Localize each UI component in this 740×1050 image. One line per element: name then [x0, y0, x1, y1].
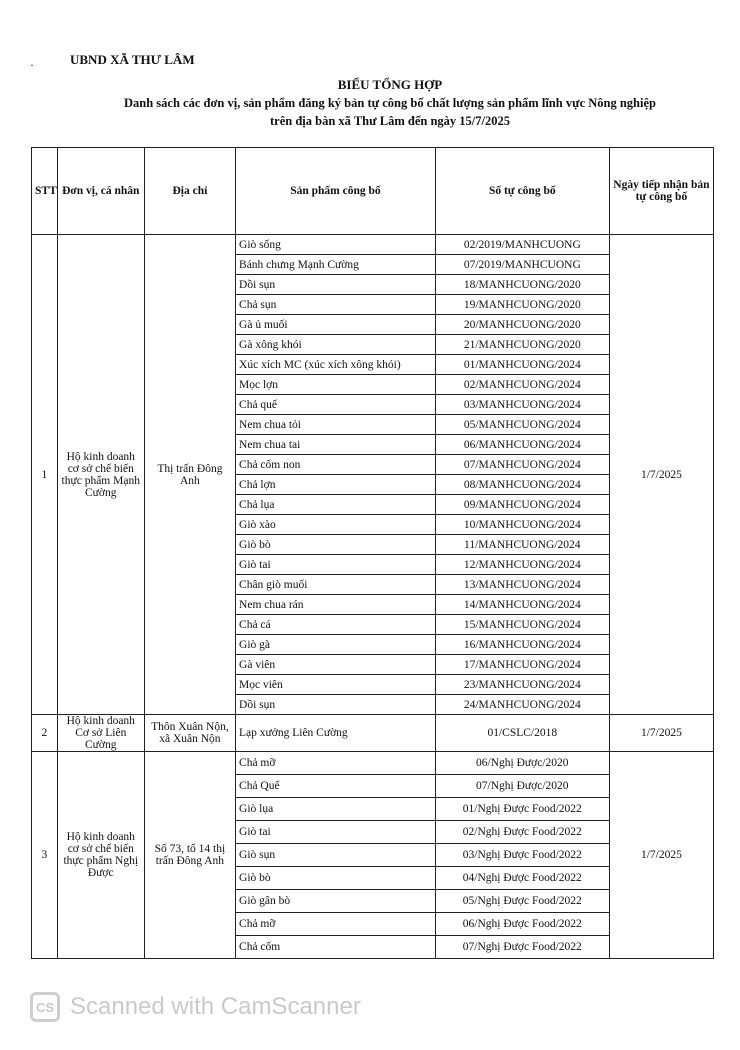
row-product: Giò gà [236, 635, 436, 655]
column-header-code: Số tự công bố [435, 148, 609, 235]
row-product: Chân giò muối [236, 575, 436, 595]
registration-table [31, 147, 714, 959]
column-header-unit: Đơn vị, cá nhân [57, 148, 144, 235]
row-code: 03/Nghị Được Food/2022 [435, 844, 609, 867]
row-product: Giò tai [236, 555, 436, 575]
row-product: Giò tai [236, 821, 436, 844]
row-code: 07/Nghị Được Food/2022 [435, 936, 609, 959]
row-stt: 2 [32, 715, 58, 752]
row-code: 17/MANHCUONG/2024 [435, 655, 609, 675]
row-product: Giò bò [236, 535, 436, 555]
row-product: Chả quế [236, 395, 436, 415]
row-code: 02/Nghị Được Food/2022 [435, 821, 609, 844]
row-code: 24/MANHCUONG/2024 [435, 695, 609, 715]
row-date: 1/7/2025 [609, 235, 713, 715]
row-code: 15/MANHCUONG/2024 [435, 615, 609, 635]
row-code: 14/MANHCUONG/2024 [435, 595, 609, 615]
row-code: 12/MANHCUONG/2024 [435, 555, 609, 575]
column-header-product: Sản phẩm công bố [236, 148, 436, 235]
row-product: Dồi sụn [236, 275, 436, 295]
row-code: 02/MANHCUONG/2024 [435, 375, 609, 395]
row-unit: Hộ kinh doanh cơ sở chế biến thực phẩm Nghị Được [57, 752, 144, 959]
scanner-watermark-text: Scanned with CamScanner [70, 993, 361, 1020]
row-code: 04/Nghị Được Food/2022 [435, 867, 609, 890]
row-product: Chả cốm [236, 936, 436, 959]
row-code: 07/Nghị Được/2020 [435, 775, 609, 798]
row-code: 16/MANHCUONG/2024 [435, 635, 609, 655]
row-code: 11/MANHCUONG/2024 [435, 535, 609, 555]
row-product: Chả Quế [236, 775, 436, 798]
row-product: Giò lụa [236, 798, 436, 821]
row-product: Mọc lợn [236, 375, 436, 395]
document-subtitle: Danh sách các đơn vị, sản phẩm đăng ký bản tự công bố chất lượng sản phẩm lĩnh vực Nông nghiệp [124, 96, 656, 110]
row-unit: Hộ kinh doanh cơ sở chế biến thực phẩm Mạnh Cường [57, 235, 144, 715]
row-date: 1/7/2025 [609, 752, 713, 959]
row-code: 23/MANHCUONG/2024 [435, 675, 609, 695]
row-address: Thị trấn Đông Anh [144, 235, 235, 715]
row-code: 20/MANHCUONG/2020 [435, 315, 609, 335]
row-code: 01/CSLC/2018 [435, 715, 609, 752]
row-product: Chả cốm non [236, 455, 436, 475]
row-product: Giò sống [236, 235, 436, 255]
organization-name: UBND XÃ THƯ LÂM [70, 52, 195, 67]
row-code: 05/MANHCUONG/2024 [435, 415, 609, 435]
table-row [32, 235, 714, 255]
row-code: 19/MANHCUONG/2020 [435, 295, 609, 315]
column-header-address: Địa chỉ [144, 148, 235, 235]
row-product: Chả sụn [236, 295, 436, 315]
row-code: 01/MANHCUONG/2024 [435, 355, 609, 375]
row-product: Chả cá [236, 615, 436, 635]
row-code: 07/MANHCUONG/2024 [435, 455, 609, 475]
row-product: Nem chua rán [236, 595, 436, 615]
row-product: Bánh chưng Mạnh Cường [236, 255, 436, 275]
row-code: 08/MANHCUONG/2024 [435, 475, 609, 495]
row-stt: 1 [32, 235, 58, 715]
row-code: 06/Nghị Được/2020 [435, 752, 609, 775]
table-row [32, 752, 714, 775]
row-product: Giò sụn [236, 844, 436, 867]
scan-mark: · [30, 58, 34, 72]
row-product: Chả lụa [236, 495, 436, 515]
row-code: 09/MANHCUONG/2024 [435, 495, 609, 515]
row-product: Gà viên [236, 655, 436, 675]
row-code: 07/2019/MANHCUONG [435, 255, 609, 275]
row-code: 06/MANHCUONG/2024 [435, 435, 609, 455]
row-code: 10/MANHCUONG/2024 [435, 515, 609, 535]
row-code: 02/2019/MANHCUONG [435, 235, 609, 255]
row-product: Giò bò [236, 867, 436, 890]
row-code: 05/Nghị Được Food/2022 [435, 890, 609, 913]
row-product: Lạp xưởng Liên Cường [236, 715, 436, 752]
row-address: Số 73, tổ 14 thị trấn Đông Anh [144, 752, 235, 959]
row-product: Nem chua tai [236, 435, 436, 455]
row-code: 03/MANHCUONG/2024 [435, 395, 609, 415]
row-date: 1/7/2025 [609, 715, 713, 752]
row-product: Giò gân bò [236, 890, 436, 913]
table-body [32, 235, 714, 959]
column-header-stt: STT [32, 148, 58, 235]
row-product: Nem chua tỏi [236, 415, 436, 435]
table-row [32, 715, 714, 752]
row-code: 13/MANHCUONG/2024 [435, 575, 609, 595]
row-product: Giò xào [236, 515, 436, 535]
row-product: Gà xông khói [236, 335, 436, 355]
document-subtitle-date: trên địa bàn xã Thư Lâm đến ngày 15/7/2025 [270, 114, 510, 128]
row-product: Chả lợn [236, 475, 436, 495]
row-address: Thôn Xuân Nộn, xã Xuân Nộn [144, 715, 235, 752]
row-product: Mọc viên [236, 675, 436, 695]
row-product: Gà ủ muối [236, 315, 436, 335]
column-header-date: Ngày tiếp nhận bản tự công bố [609, 148, 713, 235]
row-product: Chả mỡ [236, 913, 436, 936]
scanner-watermark [30, 990, 361, 1024]
row-code: 06/Nghị Được Food/2022 [435, 913, 609, 936]
row-product: Chả mỡ [236, 752, 436, 775]
row-code: 18/MANHCUONG/2020 [435, 275, 609, 295]
table-header-row [32, 148, 714, 235]
row-stt: 3 [32, 752, 58, 959]
row-product: Dồi sụn [236, 695, 436, 715]
row-code: 01/Nghị Được Food/2022 [435, 798, 609, 821]
row-unit: Hộ kinh doanh Cơ sở Liên Cường [57, 715, 144, 752]
row-code: 21/MANHCUONG/2020 [435, 335, 609, 355]
camscanner-logo-icon: CS [30, 992, 60, 1022]
document-title: BIỂU TỔNG HỢP [337, 77, 443, 92]
row-product: Xúc xích MC (xúc xích xông khói) [236, 355, 436, 375]
